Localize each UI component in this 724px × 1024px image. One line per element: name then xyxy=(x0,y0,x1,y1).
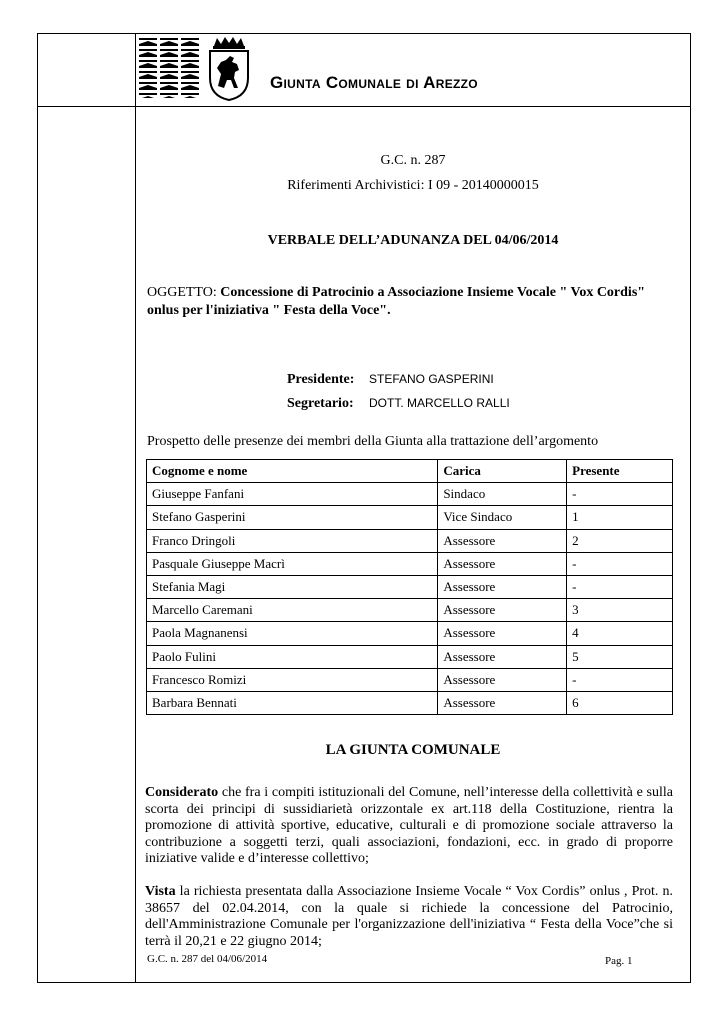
member-role: Vice Sindaco xyxy=(438,506,567,529)
member-role: Assessore xyxy=(438,645,567,668)
member-present: 4 xyxy=(567,622,673,645)
member-role: Assessore xyxy=(438,622,567,645)
page-title: Giunta Comunale di Arezzo xyxy=(270,73,478,92)
verbale-heading: VERBALE DELL’ADUNANZA DEL 04/06/2014 xyxy=(267,233,559,248)
member-role: Assessore xyxy=(438,668,567,691)
vista-paragraph xyxy=(145,884,673,950)
member-name: Francesco Romizi xyxy=(147,668,438,691)
member-present: 1 xyxy=(567,506,673,529)
segretario-label: Segretario: xyxy=(287,396,354,411)
member-present: 5 xyxy=(567,645,673,668)
member-present: 6 xyxy=(567,691,673,714)
municipal-emblem-stripes xyxy=(137,36,201,102)
presidente-value: STEFANO GASPERINI xyxy=(369,372,494,386)
attendance-table xyxy=(146,459,673,715)
margin-rule xyxy=(135,33,136,983)
table-row xyxy=(147,529,673,552)
member-present: - xyxy=(567,575,673,598)
member-present: - xyxy=(567,668,673,691)
member-name: Pasquale Giuseppe Macrì xyxy=(147,552,438,575)
vista-lead: Vista xyxy=(145,884,176,899)
table-row xyxy=(147,483,673,506)
vista-text: la richiesta presentata dalla Associazione Insieme Vocale “ Vox Cordis” onlus , Prot. n. 38657 del 02.04.2014, con la quale si richiede la concessione del Patrocinio, dell'Amministrazione Comunale per l'organizzazione dell'iniziativa “ Festa della Voce”che si terrà il 20,21 e 22 giugno 2014; xyxy=(145,884,673,949)
header-rule xyxy=(37,106,691,107)
column-header-present: Presente xyxy=(567,460,673,483)
section-heading: LA GIUNTA COMUNALE xyxy=(325,742,501,758)
page-number: Pag. 1 xyxy=(605,955,633,967)
member-name: Stefano Gasperini xyxy=(147,506,438,529)
member-role: Assessore xyxy=(438,599,567,622)
table-row xyxy=(147,622,673,645)
member-name: Barbara Bennati xyxy=(147,691,438,714)
table-row xyxy=(147,506,673,529)
table-row xyxy=(147,668,673,691)
considerato-text: che fra i compiti istituzionali del Comune, nell’interesse della collettività e sulla scorta dei principi di sussidiarietà orizzontale ex art.118 della Costituzione, rientra la promozione di attività sportive, educative, culturali e di promozione sociale attraverso la contribuzione a soggetti terzi, quali associazioni, fondazioni, ecc. in grado di proporre iniziative valide e d’interesse collettivo; xyxy=(145,785,673,866)
member-name: Franco Dringoli xyxy=(147,529,438,552)
table-header-row xyxy=(147,460,673,483)
member-present: 3 xyxy=(567,599,673,622)
member-name: Paola Magnanensi xyxy=(147,622,438,645)
member-name: Marcello Caremani xyxy=(147,599,438,622)
subject-label: OGGETTO: xyxy=(147,285,221,300)
member-role: Assessore xyxy=(438,575,567,598)
table-row xyxy=(147,599,673,622)
presidente-label: Presidente: xyxy=(287,372,355,387)
member-present: - xyxy=(567,552,673,575)
member-role: Sindaco xyxy=(438,483,567,506)
member-name: Paolo Fulini xyxy=(147,645,438,668)
attendance-caption: Prospetto delle presenze dei membri della Giunta alla trattazione dell’argomento xyxy=(147,434,599,449)
subject-text: Concessione di Patrocinio a Associazione Insieme Vocale " Vox Cordis" onlus per l'iniziativa " Festa della Voce". xyxy=(147,285,646,318)
member-name: Giuseppe Fanfani xyxy=(147,483,438,506)
table-row xyxy=(147,645,673,668)
archive-reference: Riferimenti Archivistici: I 09 - 20140000015 xyxy=(287,178,539,193)
member-present: - xyxy=(567,483,673,506)
member-role: Assessore xyxy=(438,691,567,714)
segretario-value: DOTT. MARCELLO RALLI xyxy=(369,396,510,410)
considerato-paragraph xyxy=(145,785,673,868)
considerato-lead: Considerato xyxy=(145,785,219,800)
footer-reference: G.C. n. 287 del 04/06/2014 xyxy=(147,953,268,965)
arezzo-coat-of-arms-icon xyxy=(208,36,250,102)
table-row xyxy=(147,575,673,598)
column-header-role: Carica xyxy=(438,460,567,483)
table-row xyxy=(147,691,673,714)
subject-block xyxy=(147,284,677,320)
member-name: Stefania Magi xyxy=(147,575,438,598)
member-present: 2 xyxy=(567,529,673,552)
member-role: Assessore xyxy=(438,529,567,552)
member-role: Assessore xyxy=(438,552,567,575)
table-row xyxy=(147,552,673,575)
column-header-name: Cognome e nome xyxy=(147,460,438,483)
gc-number: G.C. n. 287 xyxy=(380,153,446,168)
